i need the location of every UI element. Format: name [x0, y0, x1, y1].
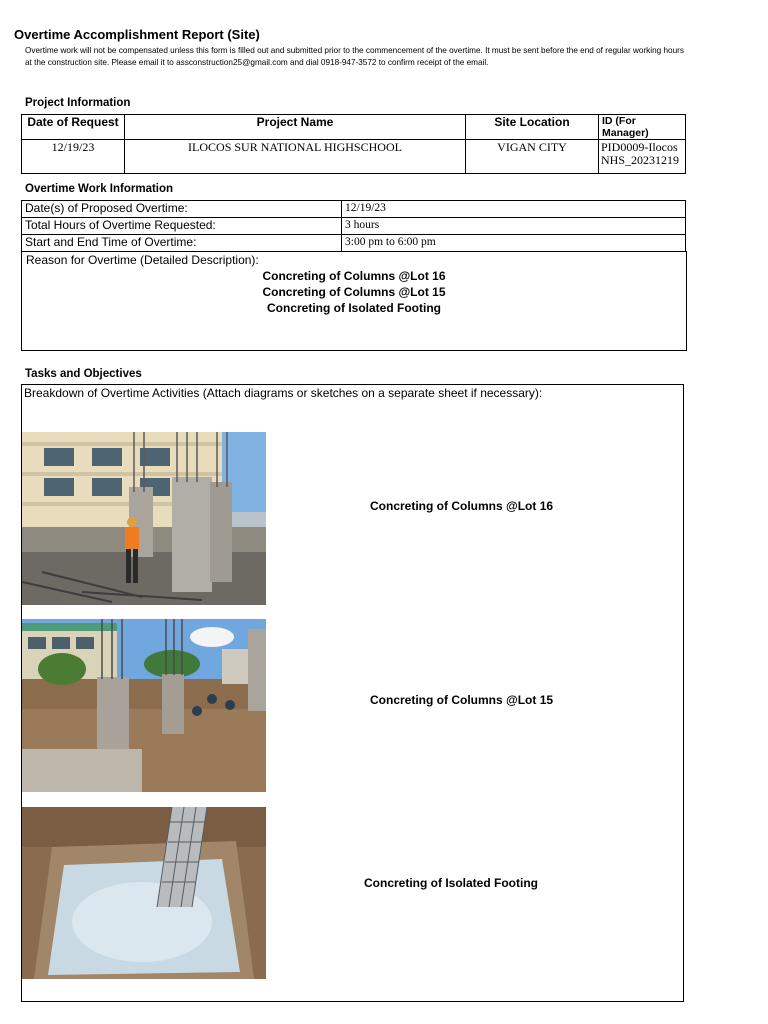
- reason-item-2: Concreting of Columns @Lot 15: [262, 285, 446, 299]
- reason-item-3: Concreting of Isolated Footing: [267, 301, 441, 315]
- table-row: [22, 218, 686, 235]
- header-id-for-manager: ID (For Manager): [599, 115, 686, 140]
- total-hours-value: 3 hours: [342, 218, 686, 235]
- header-date-of-request: Date of Request: [22, 115, 125, 140]
- report-notice: Overtime work will not be compensated unless this form is filled out and submitted prior to the commencement of the overtime. It must be sent before the end of regular working hours at the construction site. Please email it to assconstruction25@gmail.com and dial 0918-947-3572 to confirm receipt of the email.: [25, 46, 684, 67]
- total-hours-label: Total Hours of Overtime Requested:: [22, 218, 342, 235]
- project-id-value: [599, 140, 686, 174]
- site-location-value: VIGAN CITY: [466, 140, 599, 174]
- proposed-date-label: Date(s) of Proposed Overtime:: [22, 201, 342, 218]
- table-row: [22, 235, 686, 252]
- project-name-value: ILOCOS SUR NATIONAL HIGHSCHOOL: [125, 140, 466, 174]
- tasks-heading: Tasks and Objectives: [25, 368, 142, 380]
- start-end-time-label: Start and End Time of Overtime:: [22, 235, 342, 252]
- tasks-box: [21, 384, 684, 1002]
- date-of-request-value: 12/19/23: [22, 140, 125, 174]
- task-caption-2: Concreting of Columns @Lot 15: [370, 693, 554, 707]
- construction-photo-columns-lot16-icon: [22, 432, 266, 605]
- project-id-line1: PID0009-Ilocos: [601, 140, 678, 154]
- header-site-location: Site Location: [466, 115, 599, 140]
- task-caption-1: Concreting of Columns @Lot 16: [370, 499, 554, 513]
- overtime-info-table: [21, 200, 686, 252]
- overtime-info-heading: Overtime Work Information: [25, 183, 174, 195]
- task-caption-3: Concreting of Isolated Footing: [364, 876, 538, 890]
- construction-photo-isolated-footing-icon: [22, 807, 266, 979]
- proposed-date-value: 12/19/23: [342, 201, 686, 218]
- construction-photo-columns-lot15-icon: [22, 619, 266, 792]
- reason-item-1: Concreting of Columns @Lot 16: [262, 269, 446, 283]
- table-row: [22, 201, 686, 218]
- project-info-heading: Project Information: [25, 97, 131, 109]
- start-end-time-value: 3:00 pm to 6:00 pm: [342, 235, 686, 252]
- reason-label: Reason for Overtime (Detailed Description):: [26, 253, 259, 267]
- project-id-line2: NHS_20231219: [601, 153, 680, 167]
- header-project-name: Project Name: [125, 115, 466, 140]
- report-title: Overtime Accomplishment Report (Site): [14, 27, 260, 42]
- reason-box: [21, 251, 687, 351]
- breakdown-label: Breakdown of Overtime Activities (Attach diagrams or sketches on a separate sheet if necessary):: [24, 386, 543, 400]
- project-info-table: [21, 114, 686, 174]
